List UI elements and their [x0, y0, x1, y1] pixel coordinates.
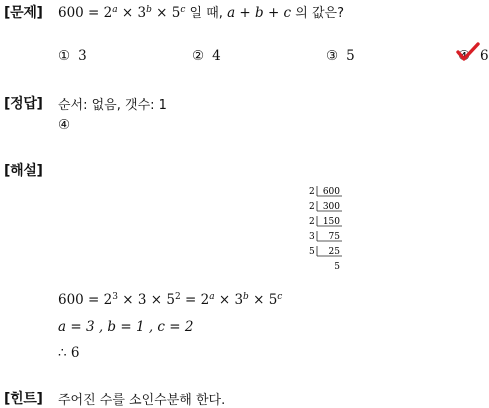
ladder-dividend: 75	[328, 232, 340, 242]
prime-factorization-ladder	[306, 184, 346, 274]
exponent-values: a = 3 , b = 1 , c = 2	[58, 319, 194, 335]
eq1-part: = 2	[180, 292, 210, 308]
eq1-exp: 2	[174, 292, 181, 302]
ladder-divisor: 2	[309, 202, 315, 212]
ladder-divisor: 3	[309, 232, 315, 242]
problem-text-end: 의 값은?	[291, 6, 344, 21]
factorization-equation	[58, 292, 282, 308]
hint-text: 주어진 수를 소인수분해 한다.	[58, 393, 226, 408]
problem-text-pre: 600 = 2	[58, 5, 113, 21]
eq1-part: 600 = 2	[58, 292, 113, 308]
ladder-dividend: 600	[322, 187, 340, 197]
exp-b: b	[146, 5, 152, 15]
option-2[interactable]	[192, 48, 221, 64]
option-4[interactable]	[458, 48, 489, 64]
problem-statement	[58, 2, 344, 21]
hint-label: [힌트]	[4, 391, 43, 407]
answer-label: [정답]	[4, 96, 43, 112]
option-4-number: ④	[458, 48, 471, 64]
ladder-dividend: 150	[322, 217, 340, 227]
eq1-exp: a	[209, 292, 215, 302]
eq1-part: × 3 × 5	[118, 292, 175, 308]
problem-times2: × 5	[151, 5, 181, 21]
problem-label: [문제]	[4, 5, 43, 21]
exp-c: c	[180, 5, 186, 15]
option-3[interactable]	[326, 48, 355, 64]
eq1-exp: 3	[112, 292, 118, 302]
ladder-dividend: 300	[322, 202, 340, 212]
explanation-label: [해설]	[4, 163, 43, 179]
option-1-value: 3	[78, 48, 87, 64]
option-3-number: ③	[326, 48, 339, 64]
ladder-divisor: 2	[309, 217, 315, 227]
eq1-exp: b	[243, 292, 249, 302]
option-3-value: 5	[346, 48, 355, 64]
eq1-exp: c	[277, 292, 283, 302]
answer-line: 순서: 없음, 갯수: 1	[58, 98, 167, 113]
option-4-value: 6	[480, 48, 489, 64]
eq1-part: × 3	[214, 292, 244, 308]
problem-expr: a + b + c	[227, 5, 292, 21]
option-2-number: ②	[192, 48, 205, 64]
checkmark-icon	[456, 42, 480, 62]
option-2-value: 4	[212, 48, 221, 64]
conclusion: ∴ 6	[58, 345, 80, 361]
exp-a: a	[112, 5, 118, 15]
problem-text-mid: 일 때,	[185, 6, 228, 21]
eq1-part: × 5	[248, 292, 278, 308]
option-1[interactable]	[58, 48, 87, 64]
ladder-divisor: 5	[309, 247, 315, 257]
option-1-number: ①	[58, 48, 71, 64]
ladder-dividend: 25	[328, 247, 340, 257]
answer-choice: ④	[58, 117, 71, 133]
problem-times1: × 3	[117, 5, 147, 21]
ladder-remainder: 5	[334, 262, 340, 272]
ladder-divisor: 2	[309, 187, 315, 197]
